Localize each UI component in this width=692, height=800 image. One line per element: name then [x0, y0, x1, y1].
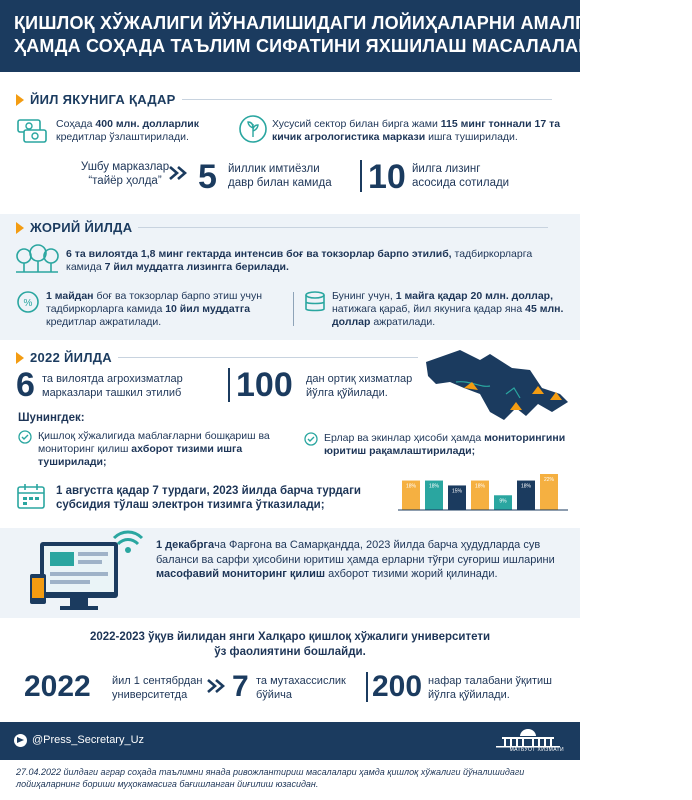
divider	[360, 160, 362, 192]
land-digitalization-text: Ерлар ва экинлар ҳисоби ҳамда мониторингини юритиш рақамлаштирилади;	[324, 432, 566, 457]
university-heading: 2022-2023 ўқув йилидан янги Халқаро қишлоқ хўжалиги университети ўз фаолиятини бошлайди.	[89, 631, 491, 658]
check-circle-icon	[304, 432, 318, 446]
arrow-bullet-icon	[16, 222, 24, 234]
coins-icon	[302, 288, 328, 316]
double-chevron-icon	[206, 678, 228, 694]
funds-monitoring-text: Қишлоқ хўжалигида маблағларни бошқариш ва мониторинг қилиш ахборот тизими ишга туширилади;	[38, 430, 270, 468]
divider	[293, 292, 294, 326]
calendar-icon	[16, 482, 46, 510]
section-heading-year-end: ЙИЛ ЯКУНИГА ҚАДАР	[16, 92, 552, 107]
divider	[366, 672, 368, 702]
page-header	[0, 0, 692, 72]
footer-bar	[0, 722, 580, 760]
check-circle-icon	[18, 430, 32, 444]
money-stack-icon	[16, 116, 50, 144]
telegram-icon	[14, 734, 27, 747]
mini-bar-chart	[398, 466, 568, 514]
orchard-credit-text: 1 майдан боғ ва токзорлар барпо этиш учун тадбиркорларга камида 10 йил муддатга кредитлар ажратилади.	[46, 290, 263, 328]
students-text: нафар талабани ўқитиш йўлга қўйилади.	[428, 675, 553, 701]
funding-text: Бунинг учун, 1 майга қадар 20 млн. доллар, натижага қараб, йил якунига қадар яна 45 млн. доллар ажратилади.	[332, 290, 564, 328]
grace-years-text: йиллик имтиёзли давр билан камида	[228, 163, 332, 189]
percent-leaf-icon	[16, 288, 42, 316]
regions-number: 6	[16, 366, 35, 404]
also-label: Шунингдек:	[18, 412, 85, 424]
remote-monitoring-text: 1 декабргача Фарғона ва Самарқандда, 2023 йилда барча ҳудудларда сув баланси ва сарфи ҳисобини юритиш ҳамда ерларни тўғри суғориш ишларини масофавий мониторинг қилиш ахборот тизими жорий қилинади.	[156, 539, 555, 580]
subsidy-text: 1 августга қадар 7 турдаги, 2023 йилда барча турдаги субсидия тўлаш электрон тизимга ўтказилади;	[56, 485, 361, 511]
credits-text: Соҳада 400 млн. долларлик кредитлар ўзлаштирилади.	[56, 118, 199, 143]
mini-chart-label: 18%	[428, 483, 440, 490]
mini-chart-label: 22%	[543, 477, 555, 483]
agro-leaf-icon	[238, 114, 268, 144]
mini-chart-label: 18%	[474, 483, 486, 490]
divider	[228, 368, 230, 402]
footnote: 27.04.2022 йилдаги аграр соҳада таълимни янада ривожлантириш масалалари ҳамда қишлоқ хўжалиги йўналишидаги лойиҳаларнинг бориши муҳокамасига бағишланган йиғилиш юзасидан.	[16, 767, 525, 789]
specialties-text: та мутахассислик бўйича	[256, 675, 346, 701]
press-secretary-link[interactable]: @Press_Secretary_Uz	[32, 734, 145, 746]
uzbekistan-map-icon	[420, 342, 572, 432]
students-number: 200	[372, 670, 423, 703]
start-date-text: йил 1 сентябрдан университетда	[112, 675, 203, 701]
leasing-years-number: 10	[368, 158, 406, 196]
orchards-leasing-text: 6 та вилоятда 1,8 минг гектарда интенсив боғ ва токзорлар барпо этилиб, тадбиркорларга камида 7 йил муддатга лизингга берилади.	[66, 248, 533, 273]
leasing-years-text: йилга лизинг асосида сотилади	[412, 163, 510, 189]
section-heading-current-year: ЖОРИЙ ЙИЛДА	[16, 220, 548, 235]
agro-service-centers-text: та вилоятда агрохизматлар марказлари ташкил этилиб	[42, 373, 183, 399]
ready-centers-text: Ушбу марказлар “тайёр ҳолда”	[80, 161, 170, 187]
grace-years-number: 5	[198, 158, 217, 196]
specialties-number: 7	[232, 670, 249, 703]
orchard-trees-icon	[14, 244, 60, 276]
arrow-bullet-icon	[16, 352, 24, 364]
mini-chart-label: 15%	[451, 488, 463, 495]
agrologistics-text: Хусусий сектор билан бирга жами 115 минг тоннали 17 та кичик агрологистика маркази ишга туширилади.	[272, 118, 561, 143]
page-title-line2: ҲАМДА СОҲАДА ТАЪЛИМ СИФАТИНИ ЯХШИЛАШ МАСАЛАЛАРИ*	[14, 36, 611, 56]
svg-text:%: %	[23, 298, 33, 309]
section-heading-2022: 2022 ЙИЛДА	[16, 350, 418, 365]
services-number: 100	[236, 366, 293, 404]
press-service-label: МАТБУОТ ХИЗМАТИ	[509, 747, 564, 753]
mini-chart-label: 9%	[499, 498, 507, 505]
double-chevron-icon	[168, 165, 190, 181]
services-text: дан ортиқ хизматлар йўлга қўйилади.	[306, 373, 413, 399]
mini-chart-label: 18%	[520, 483, 532, 490]
computer-wifi-icon	[30, 530, 142, 614]
mini-chart-label: 18%	[405, 483, 417, 490]
start-year-number: 2022	[24, 670, 91, 703]
page-title-line1: ҚИШЛОҚ ХЎЖАЛИГИ ЙЎНАЛИШИДАГИ ЛОЙИҲАЛАРНИ АМАЛГА ОШИРИШ	[14, 13, 692, 33]
arrow-bullet-icon	[16, 94, 24, 106]
